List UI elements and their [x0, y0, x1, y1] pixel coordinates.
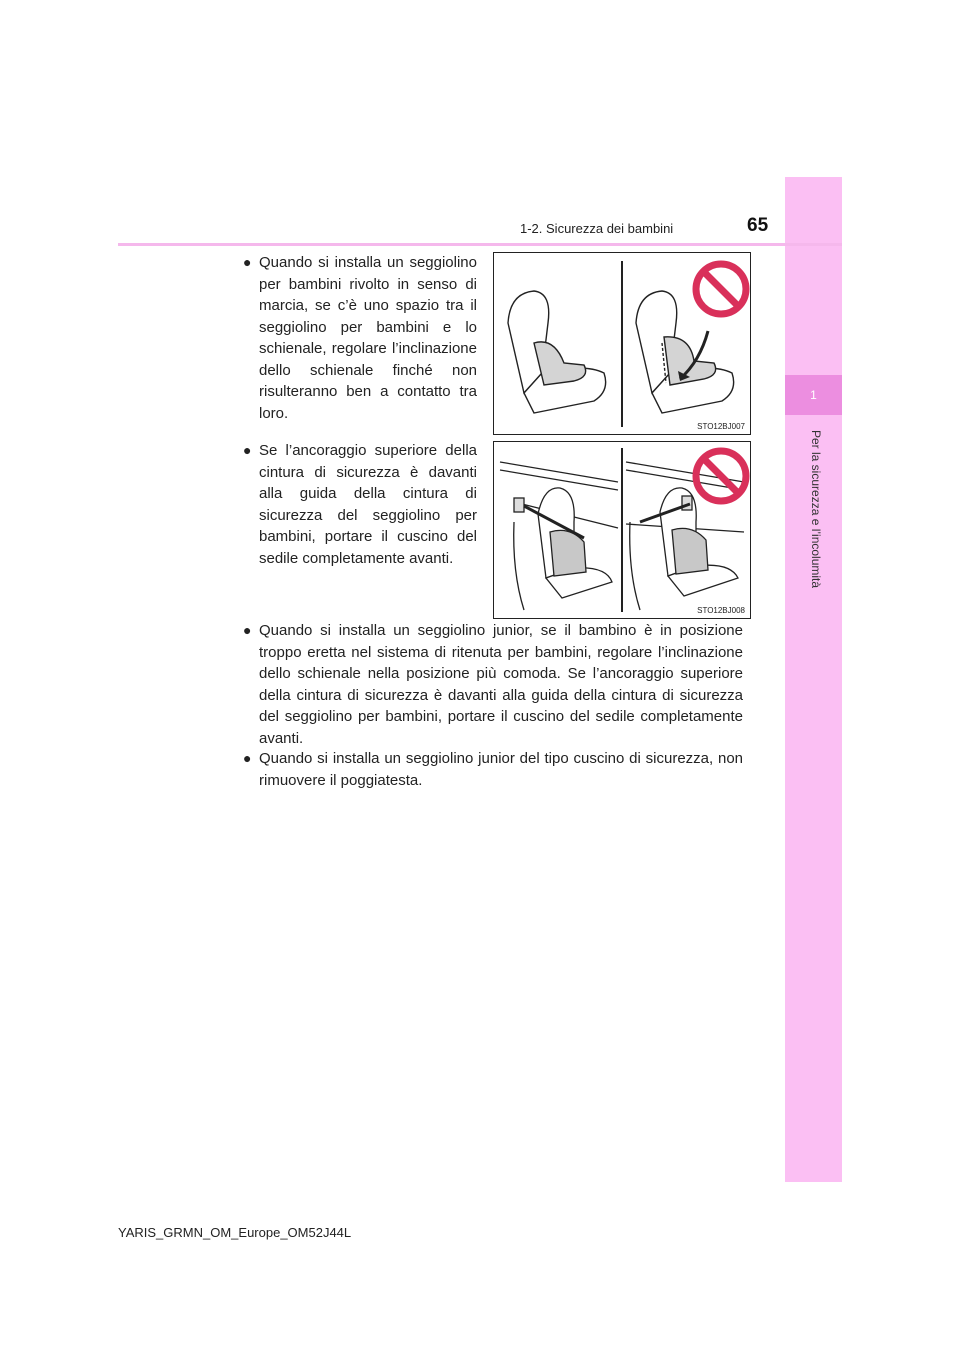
bullet-dot-icon: ●	[243, 254, 252, 270]
bullet-item	[243, 440, 477, 569]
bullet-dot-icon: ●	[243, 750, 252, 766]
bullet-text: Se l’ancoraggio superiore della cintura di sicurezza è davanti alla guida della cintura di sicurezza del seggiolino per bambini, portare il cuscino del sedile completamente avanti.	[259, 442, 477, 567]
bullet-item	[243, 252, 477, 424]
prohibition-sign-icon	[696, 451, 746, 501]
figure-seat-cushion	[493, 441, 751, 619]
chapter-number: 1	[810, 388, 817, 402]
bullet-dot-icon: ●	[243, 442, 252, 458]
header-rule	[118, 243, 842, 246]
seat-recline-illustration	[494, 253, 750, 434]
chapter-side-tab	[785, 177, 842, 1182]
chapter-title: Per la sicurezza e l’incolumità	[809, 430, 823, 589]
bullet-dot-icon: ●	[243, 622, 252, 638]
seat-icon	[636, 291, 734, 413]
bullet-text: Quando si installa un seggiolino junior del tipo cuscino di sicurezza, non rimuovere il poggiatesta.	[259, 750, 743, 789]
page-number: 65	[747, 215, 769, 236]
figure-seat-recline	[493, 252, 751, 435]
seat-icon	[508, 291, 606, 413]
bullet-item	[243, 748, 743, 791]
section-title: 1-2. Sicurezza dei bambini	[520, 221, 674, 236]
document-id: YARIS_GRMN_OM_Europe_OM52J44L	[118, 1225, 352, 1240]
bullet-text: Quando si installa un seggiolino junior, se il bambino è in posizione troppo eretta nel sistema di ritenuta per bambini, regolare l’inclinazione dello schienale nella posizione più comoda. Se l’ancoraggio superiore della cintura di sicurezza è davanti alla guida della cintura di sicurezza del seggiolino per bambini, portare il cuscino del sedile completamente avanti.	[259, 622, 743, 747]
prohibition-sign-icon	[696, 264, 746, 314]
figure-code: STO12BJ007	[697, 422, 745, 431]
seat-cushion-illustration	[494, 442, 750, 618]
figure-code: STO12BJ008	[697, 606, 745, 615]
bullet-text: Quando si installa un seggiolino per bambini rivolto in senso di marcia, se c’è uno spazio tra il seggiolino per bambini e lo schienale, regolare l’inclinazione dello schienale finché non risulteranno ben a contatto tra loro.	[259, 254, 477, 422]
bullet-item	[243, 620, 743, 749]
child-seat-icon	[514, 488, 612, 598]
child-seat-icon	[660, 488, 738, 596]
